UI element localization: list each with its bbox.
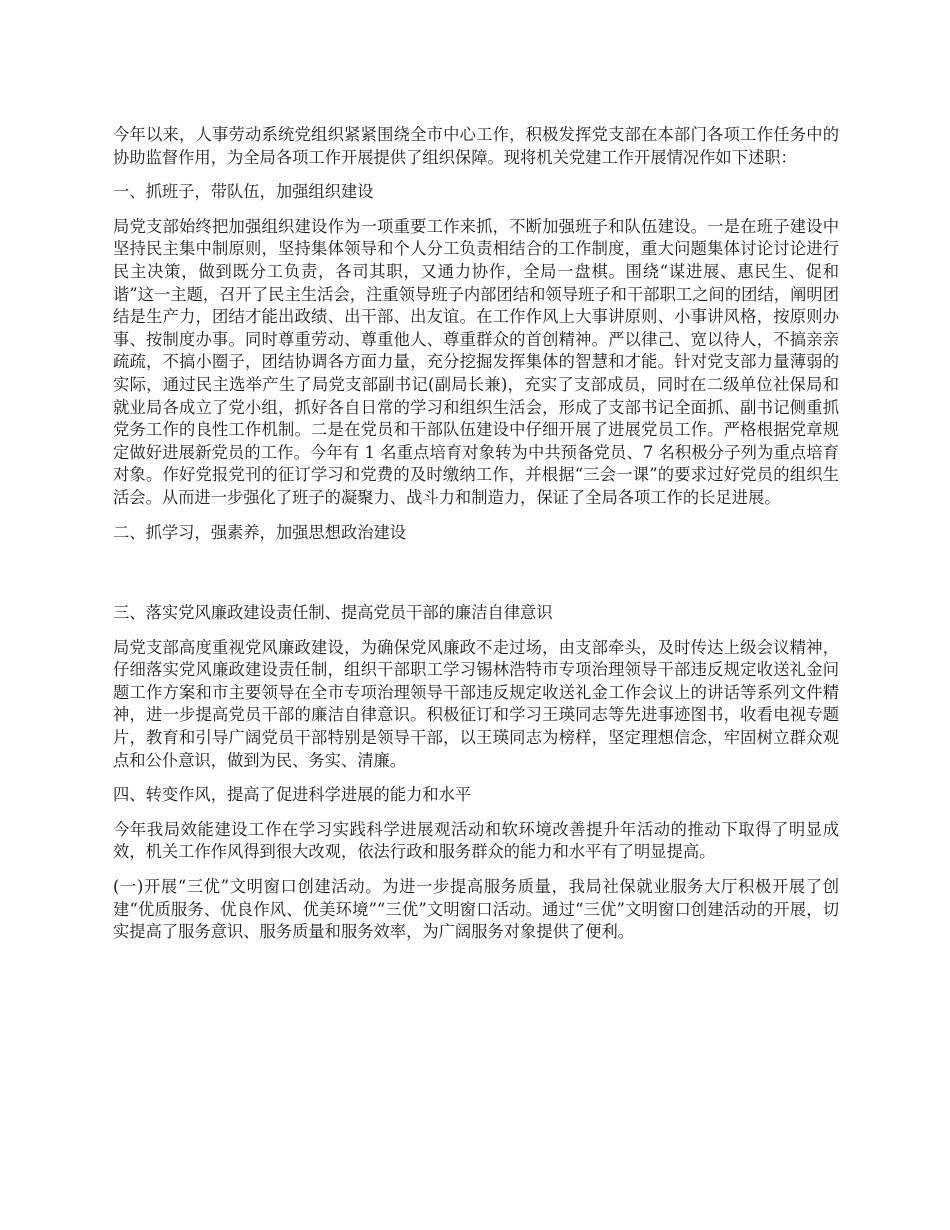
section-4-subsection-1: (一)开展“三优”文明窗口创建活动。为进一步提高服务质量，我局社保就业服务大厅积极开展了创建“优质服务、优良作风、优美环境”“三优”文明窗口活动。通过“三优”文明窗口创建活动的开展，切实提高了服务意识、服务质量和服务效率，为广阔服务对象提供了便利。 [113, 877, 839, 942]
section-2-heading: 二、抓学习，强素养，加强思想政治建设 [113, 522, 407, 542]
section-1-heading: 一、抓班子，带队伍，加强组织建设 [113, 182, 374, 202]
intro-paragraph: 今年以来，人事劳动系统党组织紧紧围绕全市中心工作，积极发挥党支部在本部门各项工作任务中的协助监督作用，为全局各项工作开展提供了组织保障。现将机关党建工作开展情况作如下述职： [113, 125, 839, 167]
document-page [113, 124, 839, 944]
section-4-heading: 四、转变作风，提高了促进科学进展的能力和水平 [113, 785, 472, 805]
section-1-body: 局党支部始终把加强组织建设作为一项重要工作来抓，不断加强班子和队伍建设。一是在班子建设中坚持民主集中制原则，坚持集体领导和个人分工负责相结合的工作制度，重大问题集体讨论讨论进行民主决策，做到既分工负责，各司其职，又通力协作，全局一盘棋。围绕“谋进展、惠民生、促和谐”这一主题，召开了民主生活会，注重领导班子内部团结和领导班子和干部职工之间的团结，阐明团结是生产力，团结才能出政绩、出干部、出友谊。在工作作风上大事讲原则、小事讲风格，按原则办事、按制度办事。同时尊重劳动、尊重他人、尊重群众的首创精神。严以律己、宽以待人，不搞亲亲疏疏，不搞小圈子，团结协调各方面力量，充分挖掘发挥集体的智慧和才能。针对党支部力量薄弱的实际，通过民主选举产生了局党支部副书记(副局长兼)，充实了支部成员，同时在二级单位社保局和就业局各成立了党小组，抓好各自日常的学习和组织生活会，形成了支部书记全面抓、副书记侧重抓党务工作的良性工作机制。二是在党员和干部队伍建设中仔细开展了进展党员工作。严格根据党章规定做好进展新党员的工作。今年有 1 名重点培育对象转为中共预备党员、7 名积极分子列为重点培育对象。作好党报党刊的征订学习和党费的及时缴纳工作，并根据“三会一课”的要求过好党员的组织生活会。从而进一步强化了班子的凝聚力、战斗力和制造力，保证了全局各项工作的长足进展。 [113, 216, 839, 507]
blank-space [113, 556, 839, 602]
section-3-heading: 三、落实党风廉政建设责任制、提高党员干部的廉洁自律意识 [113, 603, 553, 623]
section-4-body: 今年我局效能建设工作在学习实践科学进展观活动和软环境改善提升年活动的推动下取得了明显成效，机关工作作风得到很大改观，依法行政和服务群众的能力和水平有了明显提高。 [113, 819, 839, 862]
section-3-body: 局党支部高度重视党风廉政建设，为确保党风廉政不走过场，由支部牵头，及时传达上级会议精神，仔细落实党风廉政建设责任制，组织干部职工学习锡林浩特市专项治理领导干部违反规定收送礼金问题工作方案和市主要领导在全市专项治理领导干部违反规定收送礼金工作会议上的讲话等系列文件精神，进一步提高党员干部的廉洁自律意识。积极征订和学习王瑛同志等先进事迹图书，收看电视专题片，教育和引导广阔党员干部特别是领导干部，以王瑛同志为榜样，坚定理想信念，牢固树立群众观点和公仆意识，做到为民、务实、清廉。 [113, 637, 839, 770]
